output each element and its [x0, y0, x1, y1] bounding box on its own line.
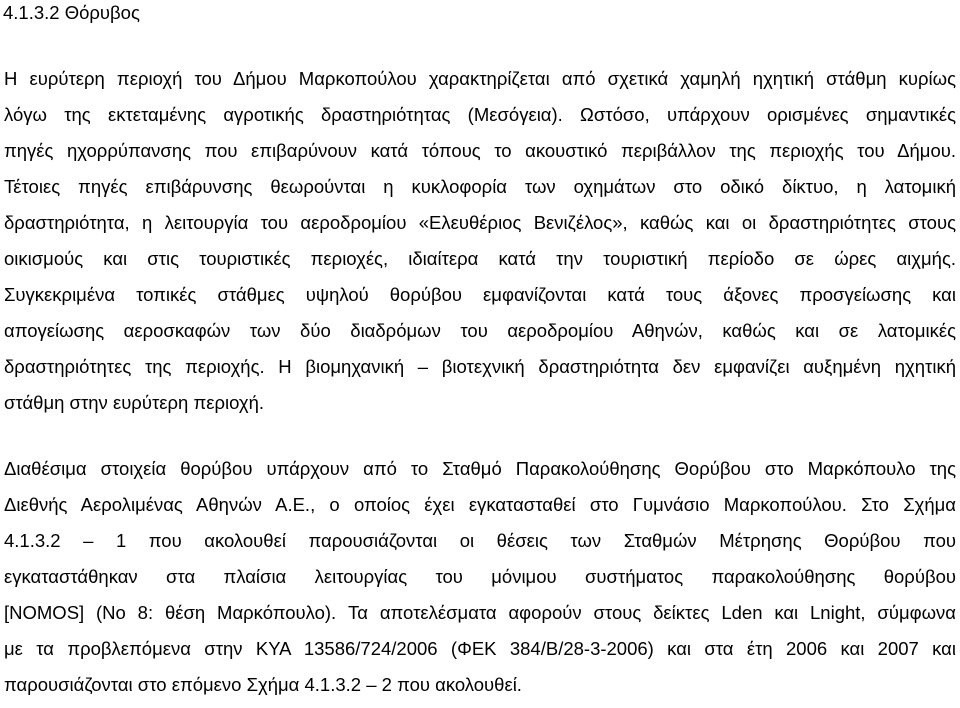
section-heading: 4.1.3.2 Θόρυβος	[3, 2, 140, 23]
text-line: λόγω της εκτεταμένης αγροτικής δραστηριότητας (Μεσόγεια). Ωστόσο, υπάρχουν ορισμένες σημαντικές	[4, 104, 956, 125]
text-line: απογείωσης αεροσκαφών των δύο διαδρόμων του αεροδρομίου Αθηνών, καθώς και σε λατομικές	[4, 320, 956, 341]
text-line: δραστηριότητες της περιοχής. Η βιομηχανική – βιοτεχνική δραστηριότητα δεν εμφανίζει αυξημένη ηχητική	[4, 356, 956, 377]
text-line: με τα προβλεπόμενα στην ΚΥΑ 13586/724/2006 (ΦΕΚ 384/Β/28-3-2006) και στα έτη 2006 και 2007 και	[4, 638, 956, 659]
text-line: Τέτοιες πηγές επιβάρυνσης θεωρούνται η κυκλοφορία των οχημάτων στο οδικό δίκτυο, η λατομική	[4, 176, 956, 197]
text-line: δραστηριότητα, η λειτουργία του αεροδρομίου «Ελευθέριος Βενιζέλος», καθώς και οι δραστηριότητες στους	[4, 212, 956, 233]
text-line: εγκαταστάθηκαν στα πλαίσια λειτουργίας του μόνιμου συστήματος παρακολούθησης θορύβου	[4, 566, 956, 587]
text-line: Διαθέσιμα στοιχεία θορύβου υπάρχουν από το Σταθμό Παρακολούθησης Θορύβου στο Μαρκόπουλο της	[4, 458, 956, 479]
text-line: παρουσιάζονται στο επόμενο Σχήμα 4.1.3.2 – 2 που ακολουθεί.	[4, 674, 522, 695]
text-line: πηγές ηχορρύπανσης που επιβαρύνουν κατά τόπους το ακουστικό περιβάλλον της περιοχής του Δήμου.	[4, 140, 956, 161]
paragraph-monitoring-station	[4, 456, 956, 708]
text-line: [NOMOS] (Νο 8: θέση Μαρκόπουλο). Τα αποτελέσματα αφορούν στους δείκτες Lden και Lnight, σύμφωνα	[4, 602, 956, 623]
text-line: Η ευρύτερη περιοχή του Δήμου Μαρκοπούλου χαρακτηρίζεται από σχετικά χαμηλή ηχητική στάθμη κυρίως	[4, 68, 956, 89]
text-line: 4.1.3.2 – 1 που ακολουθεί παρουσιάζονται οι θέσεις των Σταθμών Μέτρησης Θορύβου που	[4, 530, 956, 551]
text-line: στάθμη στην ευρύτερη περιοχή.	[4, 392, 265, 413]
text-line: Διεθνής Αερολιμένας Αθηνών Α.Ε., ο οποίος έχει εγκατασταθεί στο Γυμνάσιο Μαρκοπούλου. Στο Σχήμα	[4, 494, 956, 515]
text-line: Συγκεκριμένα τοπικές στάθμες υψηλού θορύβου εμφανίζονται κατά τους άξονες προσγείωσης και	[4, 284, 956, 305]
text-line: οικισμούς και στις τουριστικές περιοχές, ιδιαίτερα κατά την τουριστική περίοδο σε ώρες αιχμής.	[4, 248, 956, 269]
paragraph-noise-sources	[4, 66, 956, 426]
